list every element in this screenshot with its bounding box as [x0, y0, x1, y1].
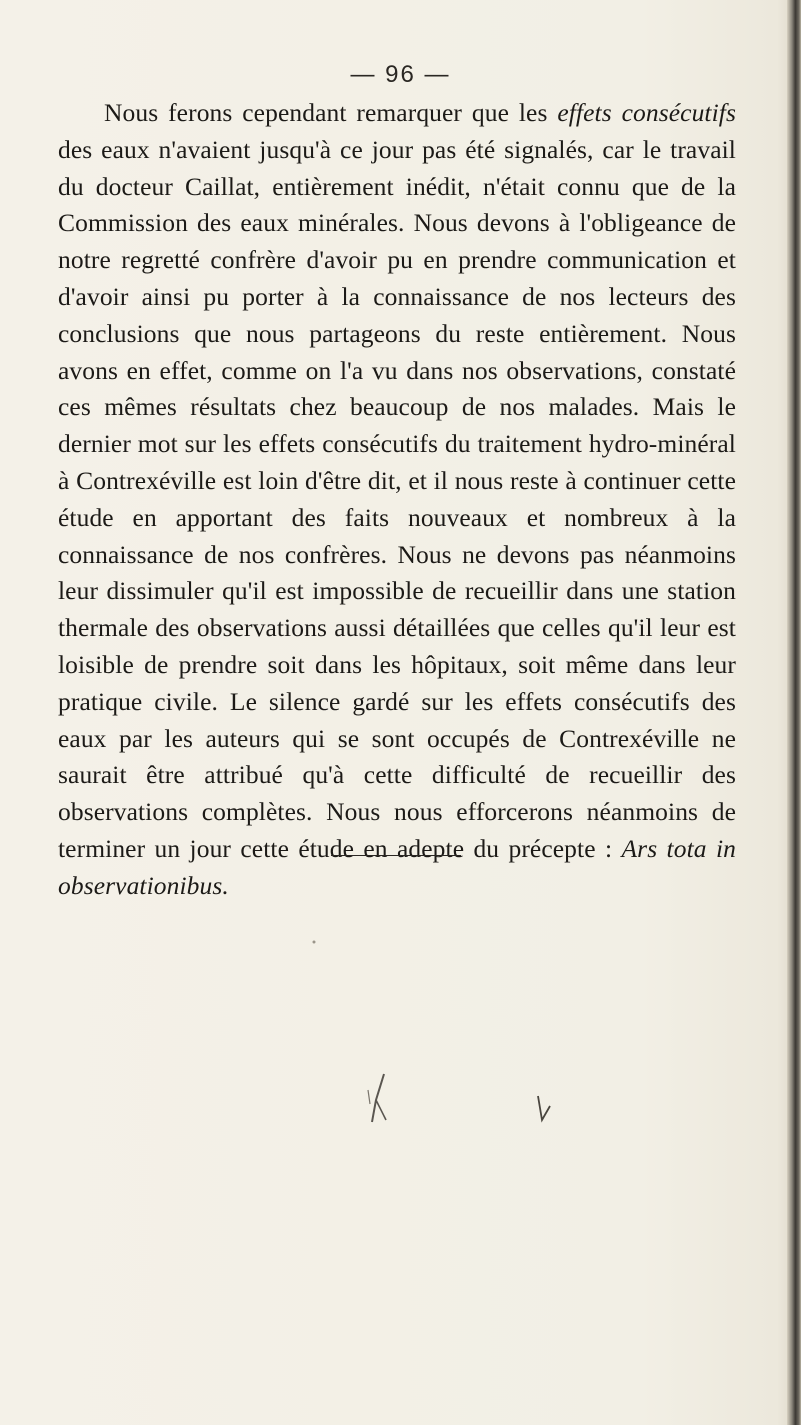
italic-latin-maxim: Ars tota in observationibus. — [58, 833, 736, 900]
section-divider-rule — [331, 855, 461, 856]
pencil-stroke — [368, 1090, 370, 1104]
ink-speck-icon — [530, 1090, 560, 1130]
body-paragraph — [58, 95, 736, 905]
italic-term: effets consécutifs — [557, 98, 736, 127]
pencil-stroke — [372, 1074, 384, 1122]
pencil-stroke — [376, 1100, 386, 1120]
faint-dot-icon — [310, 938, 318, 946]
text-segment-1: Nous ferons cependant remarquer que les — [104, 98, 558, 127]
pencil-mark-icon — [360, 1070, 400, 1130]
paragraph-text — [58, 95, 736, 905]
page-binding-edge — [787, 0, 801, 1425]
ink-stroke — [538, 1096, 550, 1120]
page-number: — 96 — — [350, 61, 451, 88]
text-segment-2: des eaux n'avaient jusqu'à ce jour pas été signalés, car le travail du docteur Caillat, entièrement inédit, n'était connu que de la Commission des eaux minérales. Nous devons à l'obligeance de notre regretté confrère d'avoir pu en prendre communication et d'avoir ainsi pu porter à la connaissance de nos lecteurs des conclusions que nous partageons du reste entièrement. Nous avons en effet, comme on l'a vu dans nos observations, constaté ces mêmes résultats chez beaucoup de nos malades. Mais le dernier mot sur les effets consécutifs du traitement hydro-minéral à Contrexéville est loin d'être dit, et il nous reste à continuer cette étude en apportant des faits nouveaux et nombreux à la connaissance de nos confrères. Nous ne devons pas néanmoins leur dissimuler qu'il est impossible de recueillir dans une station thermale des observations aussi détaillées que celles qu'il leur est loisible de prendre soit dans les hôpitaux, soit même dans leur pratique civile. Le silence gardé sur les effets consécutifs des eaux par les auteurs qui se sont occupés de Contrexéville ne saurait être attribué qu'à cette difficulté de recueillir des observations complètes. Nous nous efforcerons néanmoins de terminer un jour cette étude en adepte du précepte : — [58, 134, 736, 863]
dot — [313, 941, 316, 944]
